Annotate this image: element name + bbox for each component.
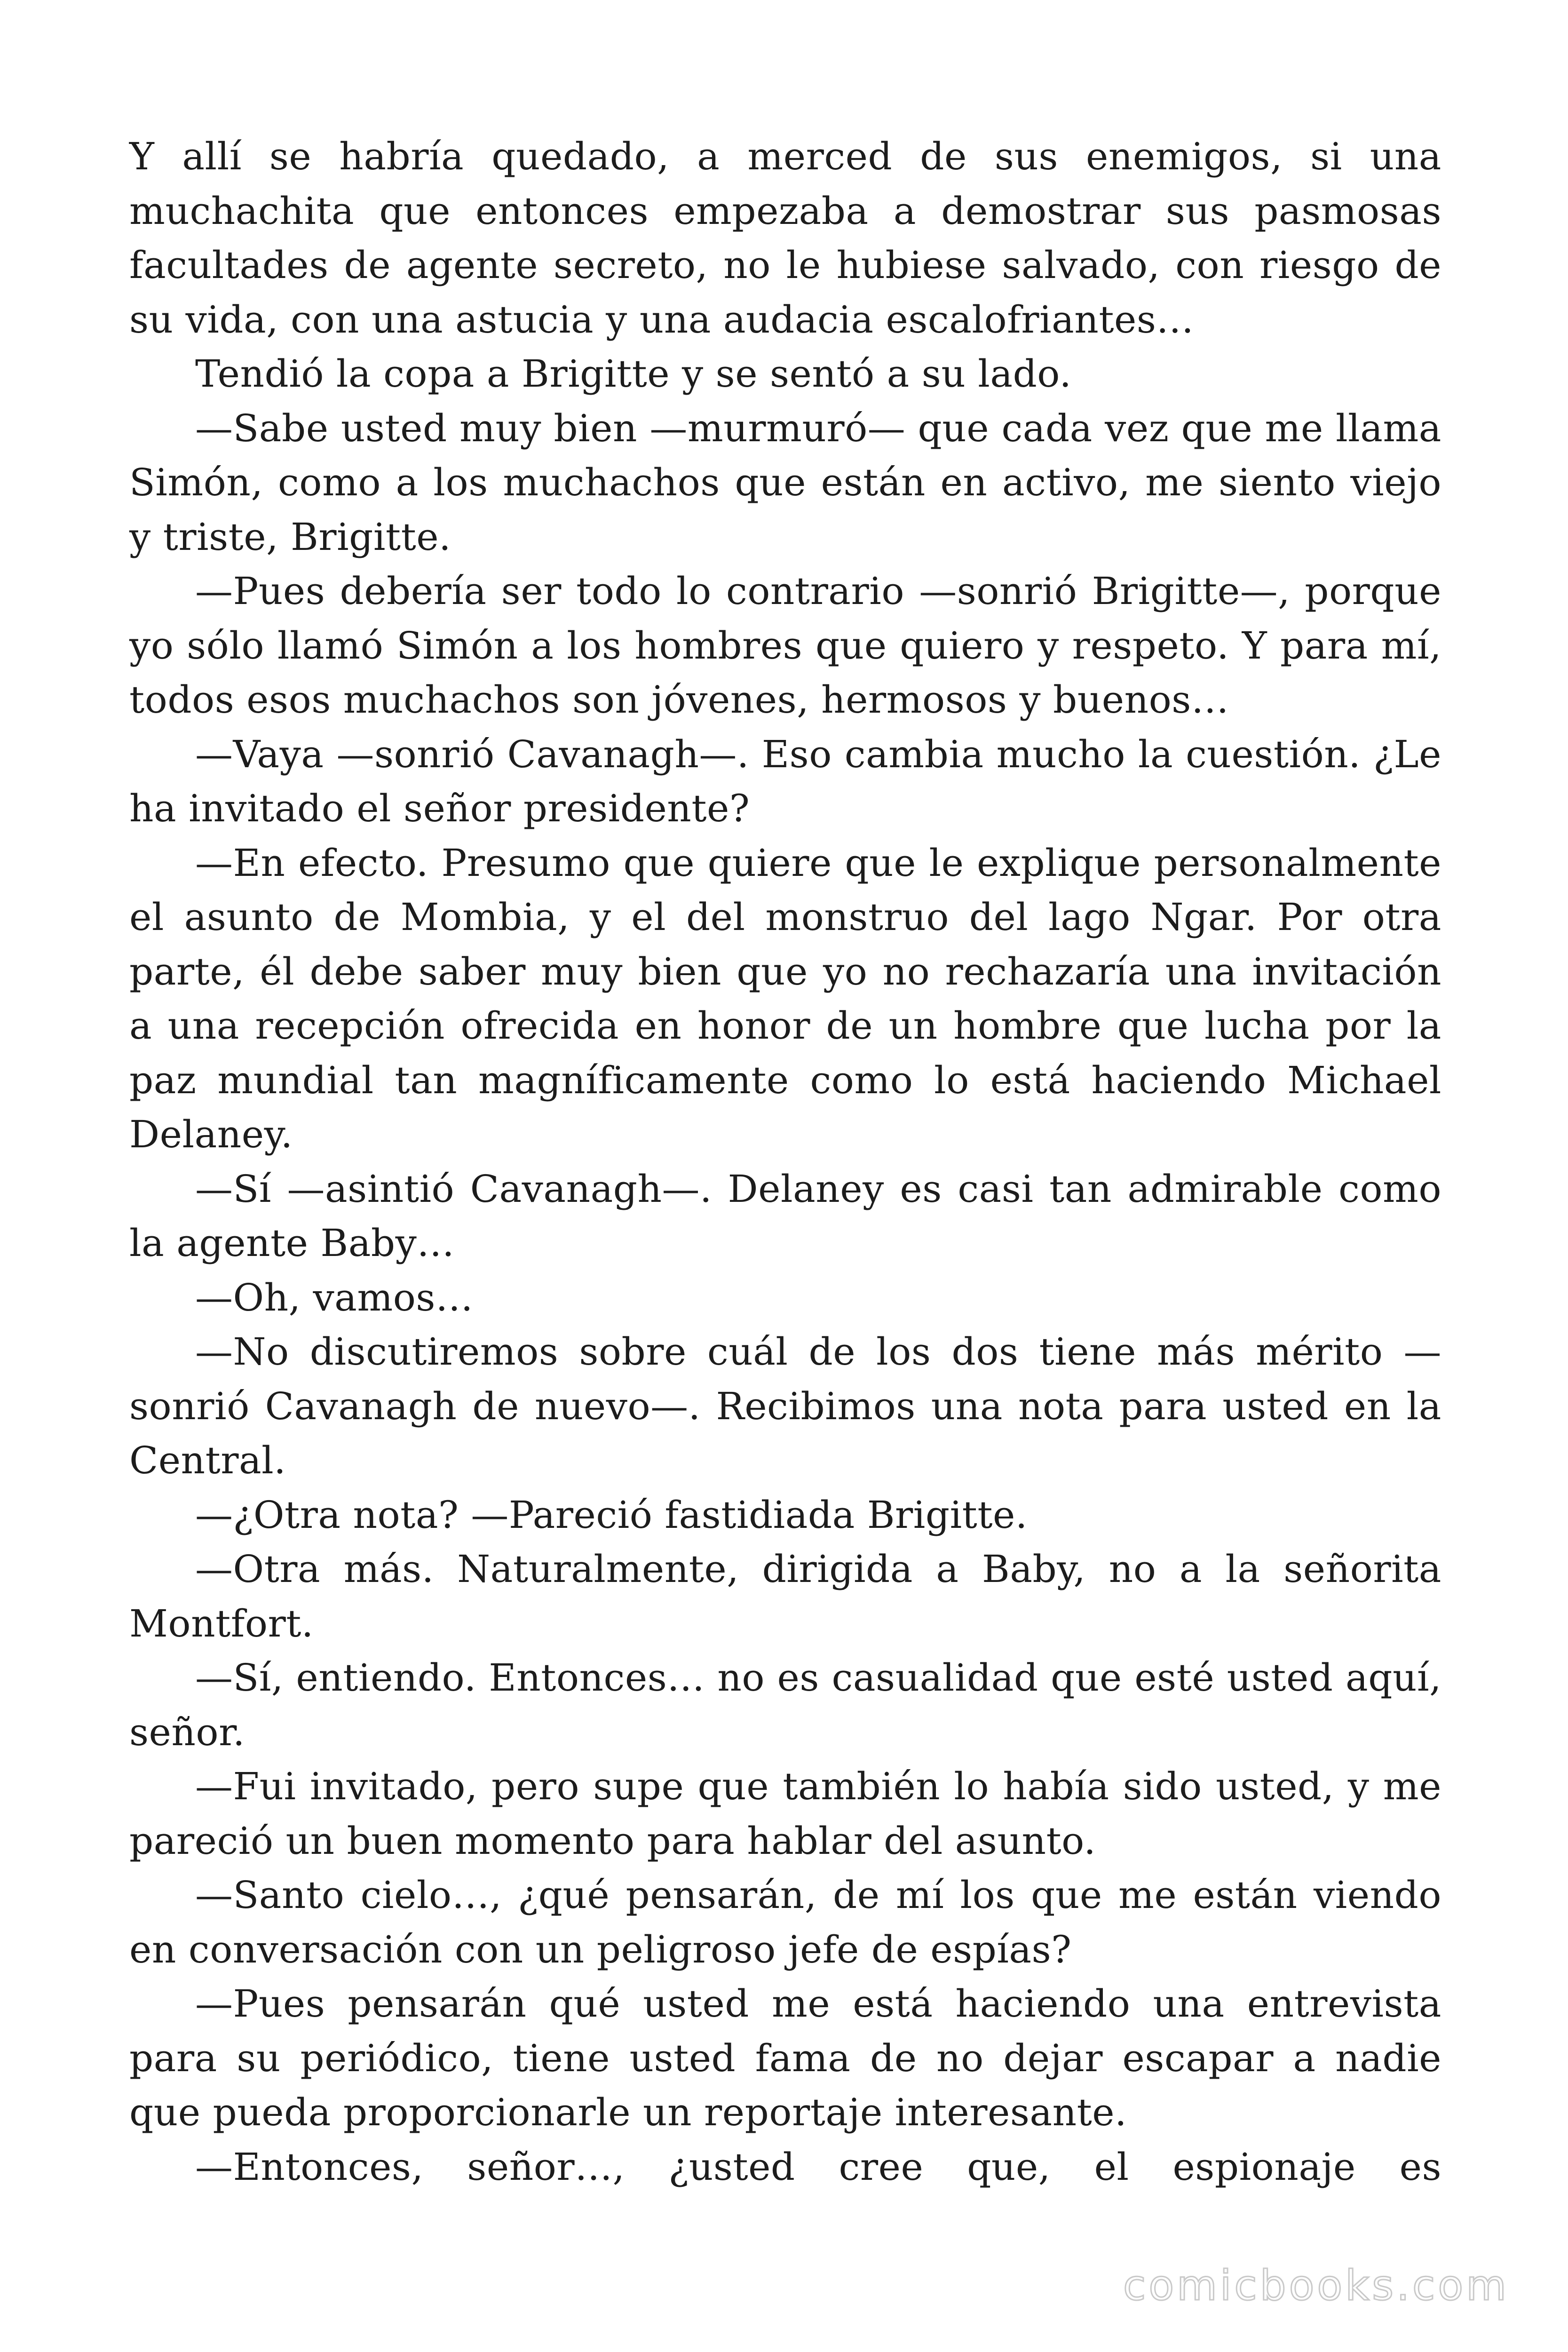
paragraph: —Oh, vamos… (195, 1275, 474, 1319)
paragraph: —Pues pensarán qué usted me está haciendo una entrevista para su periódico, tiene usted fama de no dejar escapar a nadie que pueda proporcionarle un reportaje interesante. (129, 1982, 1441, 2134)
paragraph: —No discutiremos sobre cuál de los dos tiene más mérito —sonrió Cavanagh de nuevo—. Recibimos una nota para usted en la Central. (129, 1330, 1441, 1482)
paragraph: —Pues debería ser todo lo contrario —sonrió Brigitte—, porque yo sólo llamó Simón a los hombres que quiero y respeto. Y para mí, todos esos muchachos son jóvenes, hermosos y buenos… (129, 569, 1441, 722)
paragraph: —¿Otra nota? —Pareció fastidiada Brigitte. (195, 1493, 1028, 1537)
paragraph: Y allí se habría quedado, a merced de sus enemigos, si una muchachita que entonces empezaba a demostrar sus pasmosas facultades de agente secreto, no le hubiese salvado, con riesgo de su vida, con una astucia y una audacia escalofriantes… (129, 135, 1441, 342)
paragraph: Tendió la copa a Brigitte y se sentó a su lado. (195, 352, 1072, 396)
paragraph: —En efecto. Presumo que quiere que le explique personalmente el asunto de Mombia, y el del monstruo del lago Ngar. Por otra parte, él debe saber muy bien que yo no rechazaría una invitación a una recepción ofrecida en honor de un hombre que lucha por la paz mundial tan magníficamente como lo está haciendo Michael Delaney. (129, 841, 1441, 1156)
paragraph: —Otra más. Naturalmente, dirigida a Baby, no a la señorita Montfort. (129, 1547, 1441, 1645)
paragraph: —Vaya —sonrió Cavanagh—. Eso cambia mucho la cuestión. ¿Le ha invitado el señor presidente? (129, 732, 1441, 830)
watermark-logo: comicbooks.com (1123, 2261, 1509, 2310)
paragraph: —Sí —asintió Cavanagh—. Delaney es casi tan admirable como la agente Baby… (129, 1167, 1441, 1265)
page-body (129, 129, 1441, 2194)
paragraph: —Santo cielo…, ¿qué pensarán, de mí los que me están viendo en conversación con un peligroso jefe de espías? (129, 1873, 1441, 1971)
paragraph: —Sí, entiendo. Entonces… no es casualidad que esté usted aquí, señor. (129, 1656, 1441, 1754)
paragraph: —Sabe usted muy bien —murmuró— que cada vez que me llama Simón, como a los muchachos que están en activo, me siento viejo y triste, Brigitte. (129, 406, 1441, 559)
paragraph: —Entonces, señor…, ¿usted cree que, el espionaje es (195, 2145, 1441, 2189)
paragraph: —Fui invitado, pero supe que también lo había sido usted, y me pareció un buen momento para hablar del asunto. (129, 1764, 1441, 1863)
